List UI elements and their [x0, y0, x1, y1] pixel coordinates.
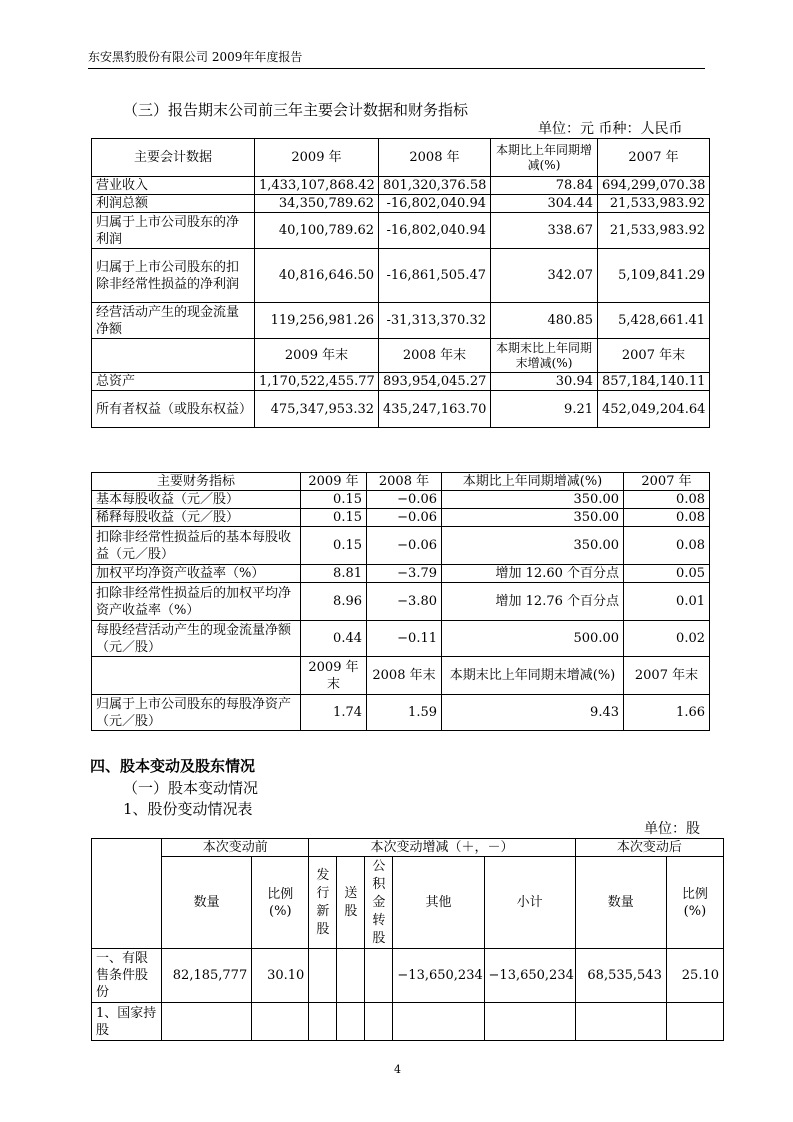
value-cell: 0.01	[624, 583, 710, 621]
value-cell: 40,100,789.62	[255, 213, 379, 249]
value-cell: 342.07	[491, 249, 598, 303]
table-row	[92, 195, 710, 213]
row-label: 1、国家持股	[92, 1003, 162, 1041]
header-cell	[92, 339, 255, 373]
empty-cell	[92, 839, 162, 949]
table-row	[92, 949, 724, 1003]
value-cell: 0.08	[624, 509, 710, 527]
value-cell: 25.10	[666, 949, 723, 1003]
table-row	[92, 1003, 724, 1041]
row-label: 利润总额	[92, 195, 255, 213]
page-header: 东安黑豹股份有限公司 2009年年度报告	[88, 50, 303, 64]
value-cell: −13,650,234	[393, 949, 484, 1003]
value-cell: 9.21	[491, 391, 598, 428]
table-row	[92, 565, 710, 583]
value-cell: 增加 12.60 个百分点	[442, 565, 624, 583]
value-cell: 68,535,543	[575, 949, 666, 1003]
financial-indicators-table	[91, 472, 710, 731]
header-cell: 发行新股	[309, 857, 337, 949]
value-cell: 801,320,376.58	[379, 177, 491, 195]
row-label: 归属于上市公司股东的扣除非经常性损益的净利润	[92, 249, 255, 303]
section-4-1-title: （一）股本变动情况	[123, 779, 259, 797]
value-cell: 8.81	[301, 565, 367, 583]
table-header-row	[92, 139, 710, 177]
value-cell: 0.15	[301, 509, 367, 527]
header-cell: 2007 年末	[598, 339, 710, 373]
value-cell	[337, 1003, 365, 1041]
header-cell: 公积金转股	[365, 857, 393, 949]
value-cell: 338.67	[491, 213, 598, 249]
value-cell: 119,256,981.26	[255, 303, 379, 339]
value-cell: 452,049,204.64	[598, 391, 710, 428]
table-row	[92, 695, 710, 731]
table-group-header-row	[92, 839, 724, 857]
value-cell: 1.59	[367, 695, 442, 731]
header-cell: 2008 年	[367, 473, 442, 491]
value-cell: 5,428,661.41	[598, 303, 710, 339]
header-cell: 本期末比上年同期末增减(%)	[491, 339, 598, 373]
value-cell	[484, 1003, 575, 1041]
header-cell: 2008 年末	[379, 339, 491, 373]
table-row	[92, 177, 710, 195]
header-cell: 2009 年	[301, 473, 367, 491]
value-cell: -16,802,040.94	[379, 213, 491, 249]
value-cell: 5,109,841.29	[598, 249, 710, 303]
value-cell: 350.00	[442, 491, 624, 509]
table-row	[92, 583, 710, 621]
header-cell: 其他	[393, 857, 484, 949]
unit-shares: 单位：股	[644, 821, 700, 837]
value-cell	[666, 1003, 723, 1041]
value-cell: 0.44	[301, 621, 367, 657]
value-cell	[309, 949, 337, 1003]
value-cell: 21,533,983.92	[598, 213, 710, 249]
value-cell: 21,533,983.92	[598, 195, 710, 213]
accounting-data-table	[91, 138, 710, 428]
value-cell: 500.00	[442, 621, 624, 657]
header-cell: 本期比上年同期增减(%)	[442, 473, 624, 491]
row-label: 加权平均净资产收益率（%）	[92, 565, 301, 583]
value-cell: −0.06	[367, 491, 442, 509]
group-after: 本次变动后	[575, 839, 723, 857]
table-row	[92, 373, 710, 391]
header-rule	[88, 68, 705, 69]
value-cell: 40,816,646.50	[255, 249, 379, 303]
header-cell: 数量	[162, 857, 252, 949]
table-header-row	[92, 857, 724, 949]
value-cell: 82,185,777	[162, 949, 252, 1003]
share-change-table	[91, 838, 724, 1041]
value-cell	[337, 949, 365, 1003]
header-cell: 主要财务指标	[92, 473, 301, 491]
value-cell: 0.05	[624, 565, 710, 583]
value-cell: 480.85	[491, 303, 598, 339]
value-cell: 857,184,140.11	[598, 373, 710, 391]
value-cell: 304.44	[491, 195, 598, 213]
header-cell: 送股	[337, 857, 365, 949]
value-cell	[252, 1003, 309, 1041]
header-cell: 2009 年末	[301, 657, 367, 695]
value-cell	[393, 1003, 484, 1041]
table-row	[92, 213, 710, 249]
value-cell: 8.96	[301, 583, 367, 621]
value-cell: −3.79	[367, 565, 442, 583]
value-cell	[365, 949, 393, 1003]
section-4-title: 四、股本变动及股东情况	[90, 757, 256, 775]
value-cell: −13,650,234	[484, 949, 575, 1003]
value-cell: −0.06	[367, 509, 442, 527]
header-cell: 小计	[484, 857, 575, 949]
value-cell: −0.06	[367, 527, 442, 565]
value-cell: 34,350,789.62	[255, 195, 379, 213]
header-cell: 比例(%)	[252, 857, 309, 949]
row-label: 扣除非经常性损益后的加权平均净资产收益率（%）	[92, 583, 301, 621]
group-change: 本次变动增减（＋，－）	[309, 839, 575, 857]
header-cell: 2008 年	[379, 139, 491, 177]
table-row	[92, 509, 710, 527]
value-cell: 78.84	[491, 177, 598, 195]
value-cell: 694,299,070.38	[598, 177, 710, 195]
unit-currency: 单位：元 币种：人民币	[538, 121, 683, 137]
row-label: 营业收入	[92, 177, 255, 195]
value-cell	[575, 1003, 666, 1041]
value-cell: 增加 12.76 个百分点	[442, 583, 624, 621]
value-cell: −3.80	[367, 583, 442, 621]
row-label: 经营活动产生的现金流量净额	[92, 303, 255, 339]
row-label: 扣除非经常性损益后的基本每股收益（元／股）	[92, 527, 301, 565]
header-cell: 主要会计数据	[92, 139, 255, 177]
value-cell: 1.66	[624, 695, 710, 731]
value-cell: 0.15	[301, 527, 367, 565]
row-label: 总资产	[92, 373, 255, 391]
section-4-2-title: 1、股份变动情况表	[123, 800, 253, 818]
row-label: 一、有限售条件股份	[92, 949, 162, 1003]
header-cell: 数量	[575, 857, 666, 949]
row-label: 归属于上市公司股东的每股净资产（元／股）	[92, 695, 301, 731]
header-cell: 2007 年	[598, 139, 710, 177]
value-cell: 350.00	[442, 527, 624, 565]
value-cell: 1,170,522,455.77	[255, 373, 379, 391]
header-cell: 2009 年	[255, 139, 379, 177]
row-label: 所有者权益（或股东权益）	[92, 391, 255, 428]
value-cell: 0.02	[624, 621, 710, 657]
table-row	[92, 527, 710, 565]
row-label: 归属于上市公司股东的净利润	[92, 213, 255, 249]
value-cell: 1.74	[301, 695, 367, 731]
table-row	[92, 303, 710, 339]
row-label: 稀释每股收益（元／股）	[92, 509, 301, 527]
header-cell: 比例(%)	[666, 857, 723, 949]
header-cell: 2007 年	[624, 473, 710, 491]
value-cell: 475,347,953.32	[255, 391, 379, 428]
table-subheader-row	[92, 657, 710, 695]
value-cell: 435,247,163.70	[379, 391, 491, 428]
value-cell: 1,433,107,868.42	[255, 177, 379, 195]
header-cell	[92, 657, 301, 695]
table-row	[92, 491, 710, 509]
row-label: 每股经营活动产生的现金流量净额（元／股）	[92, 621, 301, 657]
table-row	[92, 249, 710, 303]
value-cell: 30.10	[252, 949, 309, 1003]
row-label: 基本每股收益（元／股）	[92, 491, 301, 509]
value-cell: -16,802,040.94	[379, 195, 491, 213]
value-cell: 0.15	[301, 491, 367, 509]
value-cell: 30.94	[491, 373, 598, 391]
table-subheader-row	[92, 339, 710, 373]
value-cell: -16,861,505.47	[379, 249, 491, 303]
group-before: 本次变动前	[162, 839, 309, 857]
header-cell: 2008 年末	[367, 657, 442, 695]
value-cell	[365, 1003, 393, 1041]
section-3-title: （三）报告期末公司前三年主要会计数据和财务指标	[123, 101, 469, 119]
value-cell: 893,954,045.27	[379, 373, 491, 391]
header-cell: 本期比上年同期增减(%)	[491, 139, 598, 177]
value-cell: 0.08	[624, 527, 710, 565]
value-cell: 9.43	[442, 695, 624, 731]
value-cell: −0.11	[367, 621, 442, 657]
value-cell: 350.00	[442, 509, 624, 527]
table-row	[92, 621, 710, 657]
value-cell: 0.08	[624, 491, 710, 509]
page-number: 4	[394, 1063, 401, 1076]
table-header-row	[92, 473, 710, 491]
header-cell: 2009 年末	[255, 339, 379, 373]
table-row	[92, 391, 710, 428]
value-cell	[162, 1003, 252, 1041]
header-cell: 2007 年末	[624, 657, 710, 695]
value-cell	[309, 1003, 337, 1041]
header-cell: 本期末比上年同期末增减(%)	[442, 657, 624, 695]
value-cell: -31,313,370.32	[379, 303, 491, 339]
